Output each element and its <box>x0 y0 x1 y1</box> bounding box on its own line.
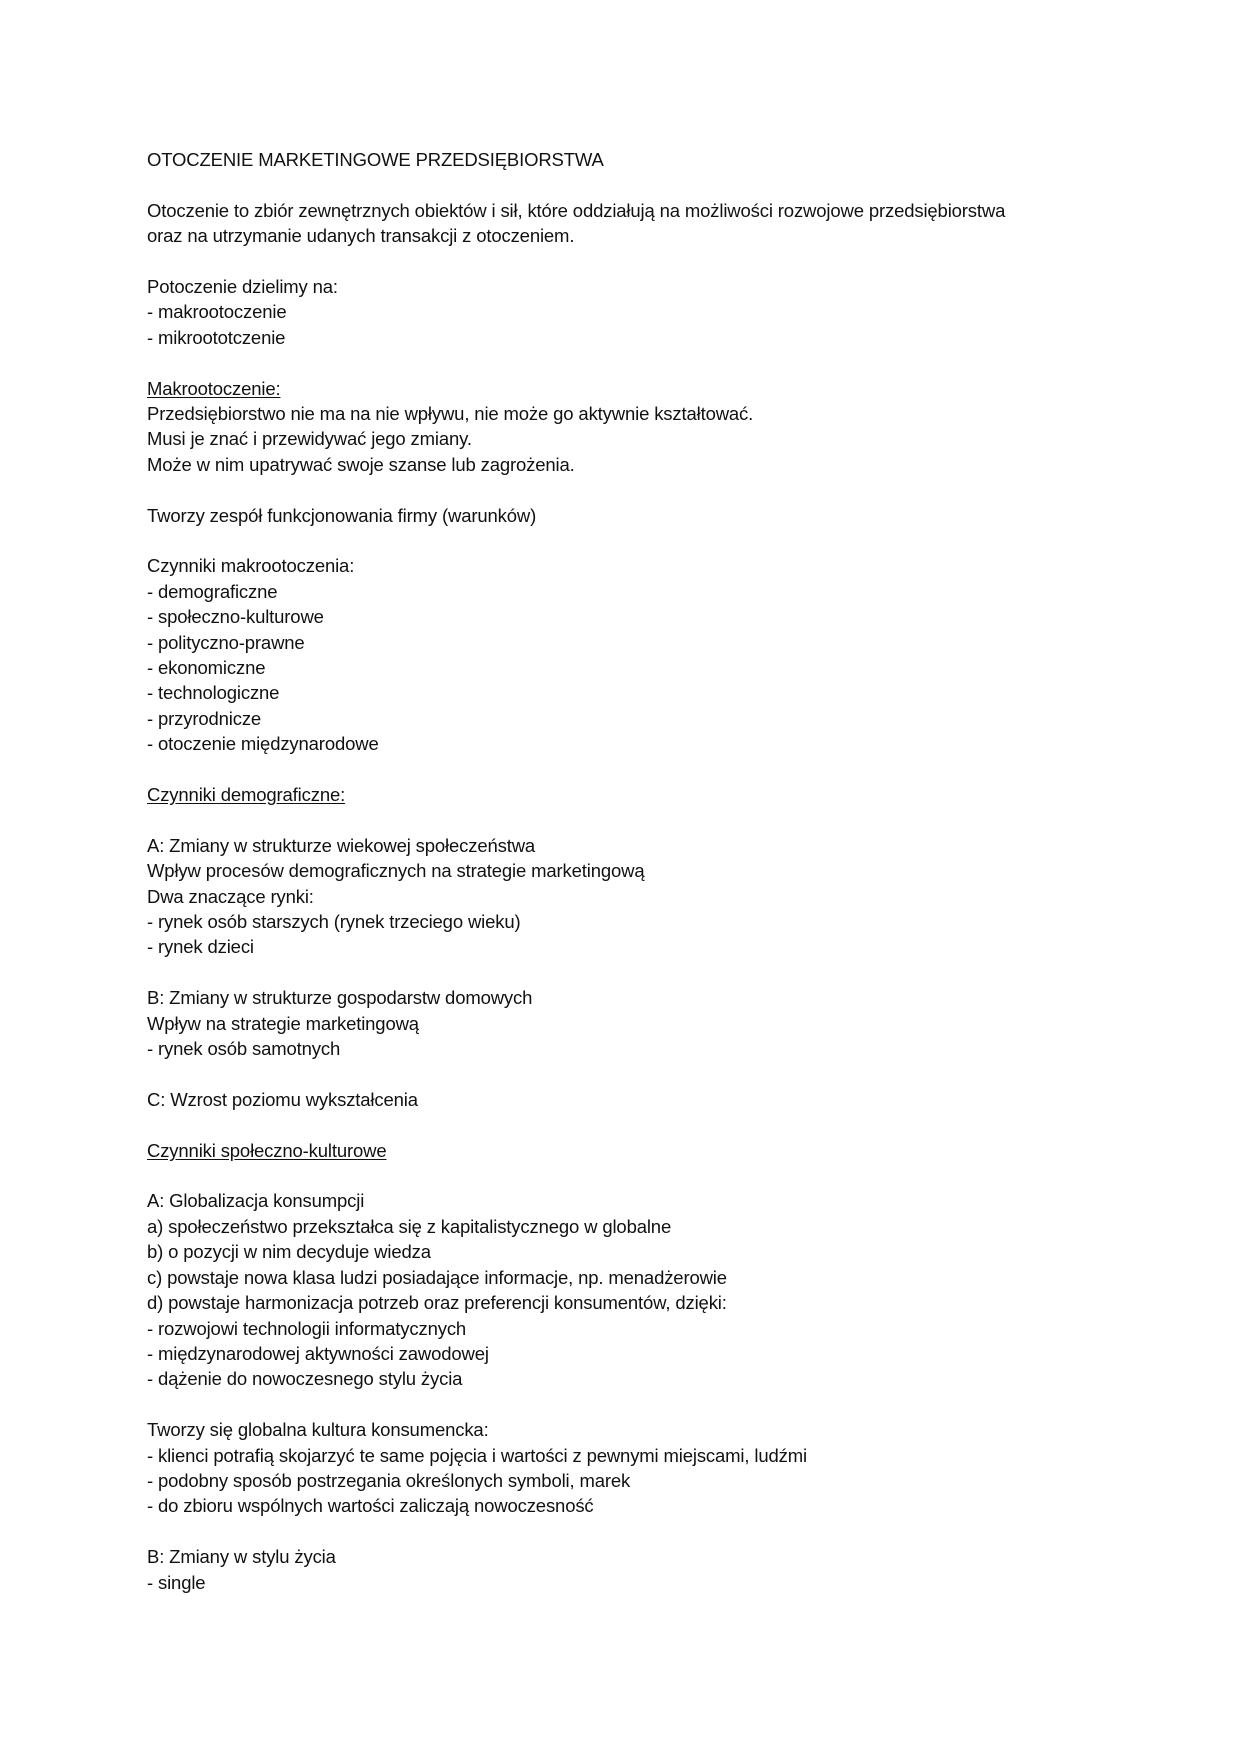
list-item: - single <box>147 1571 206 1593</box>
paragraph-line: Może w nim upatrywać swoje szanse lub zagrożenia. <box>147 453 575 475</box>
spacer <box>147 1392 1107 1417</box>
spacer <box>147 807 1107 832</box>
paragraph-line: B: Zmiany w strukturze gospodarstw domowych <box>147 987 533 1009</box>
list-item: c) powstaje nowa klasa ludzi posiadające informacje, np. menadżerowie <box>147 1266 727 1288</box>
spacer <box>147 1519 1107 1544</box>
list-item: - demograficzne <box>147 580 278 602</box>
intro-line: Otoczenie to zbiór zewnętrznych obiektów i sił, które oddziałują na możliwości rozwojowe przedsiębiorstwa <box>147 199 1006 221</box>
list-item: b) o pozycji w nim decyduje wiedza <box>147 1241 431 1263</box>
section-heading-macro: Makrootoczenie: <box>147 377 281 399</box>
document-title: OTOCZENIE MARKETINGOWE PRZEDSIĘBIORSTWA <box>147 149 604 170</box>
paragraph-line: Tworzy się globalna kultura konsumencka: <box>147 1419 489 1441</box>
list-item: - makrootoczenie <box>147 301 287 323</box>
list-item: - przyrodnicze <box>147 707 262 729</box>
spacer <box>147 172 1107 197</box>
list-item: - podobny sposób postrzegania określonych symboli, marek <box>147 1469 631 1491</box>
document-body <box>147 147 1107 1595</box>
paragraph-line: Wpływ na strategie marketingową <box>147 1012 419 1034</box>
paragraph-line: C: Wzrost poziomu wykształcenia <box>147 1088 418 1110</box>
list-item: d) powstaje harmonizacja potrzeb oraz preferencji konsumentów, dzięki: <box>147 1292 727 1314</box>
spacer <box>147 757 1107 782</box>
list-item: - polityczno-prawne <box>147 631 305 653</box>
paragraph-line: A: Zmiany w strukturze wiekowej społeczeństwa <box>147 834 536 856</box>
spacer <box>147 1163 1107 1188</box>
list-item: a) społeczeństwo przekształca się z kapitalistycznego w globalne <box>147 1215 672 1237</box>
paragraph-line: Przedsiębiorstwo nie ma na nie wpływu, nie może go aktywnie kształtować. <box>147 403 754 425</box>
spacer <box>147 1062 1107 1087</box>
list-item: - do zbioru wspólnych wartości zaliczają nowoczesność <box>147 1495 594 1517</box>
list-item: - klienci potrafią skojarzyć te same pojęcia i wartości z pewnymi miejscami, ludźmi <box>147 1444 807 1466</box>
paragraph-line: Wpływ procesów demograficznych na strategie marketingową <box>147 860 645 882</box>
section-heading-demographic: Czynniki demograficzne: <box>147 784 346 806</box>
spacer <box>147 249 1107 274</box>
spacer <box>147 350 1107 375</box>
list-item: - mikroototczenie <box>147 326 286 348</box>
list-item: - społeczno-kulturowe <box>147 606 324 628</box>
list-item: - rozwojowi technologii informatycznych <box>147 1317 467 1339</box>
list-item: - rynek osób samotnych <box>147 1038 341 1060</box>
list-item: - otoczenie międzynarodowe <box>147 733 379 755</box>
list-item: - ekonomiczne <box>147 657 266 679</box>
spacer <box>147 477 1107 502</box>
spacer <box>147 528 1107 553</box>
paragraph-line: B: Zmiany w stylu życia <box>147 1546 336 1568</box>
paragraph-line: Dwa znaczące rynki: <box>147 885 314 907</box>
list-item: - międzynarodowej aktywności zawodowej <box>147 1342 489 1364</box>
list-item: - rynek dzieci <box>147 936 254 958</box>
spacer <box>147 960 1107 985</box>
paragraph-line: A: Globalizacja konsumpcji <box>147 1190 365 1212</box>
factors-heading: Czynniki makrootoczenia: <box>147 555 355 577</box>
list-item: - technologiczne <box>147 682 280 704</box>
section-heading-social: Czynniki społeczno-kulturowe <box>147 1139 387 1161</box>
paragraph-line: Tworzy zespół funkcjonowania firmy (warunków) <box>147 504 537 526</box>
list-item: - rynek osób starszych (rynek trzeciego wieku) <box>147 911 521 933</box>
list-item: - dążenie do nowoczesnego stylu życia <box>147 1368 463 1390</box>
division-heading: Potoczenie dzielimy na: <box>147 276 338 297</box>
intro-line: oraz na utrzymanie udanych transakcji z otoczeniem. <box>147 225 575 247</box>
paragraph-line: Musi je znać i przewidywać jego zmiany. <box>147 428 472 450</box>
spacer <box>147 1112 1107 1137</box>
